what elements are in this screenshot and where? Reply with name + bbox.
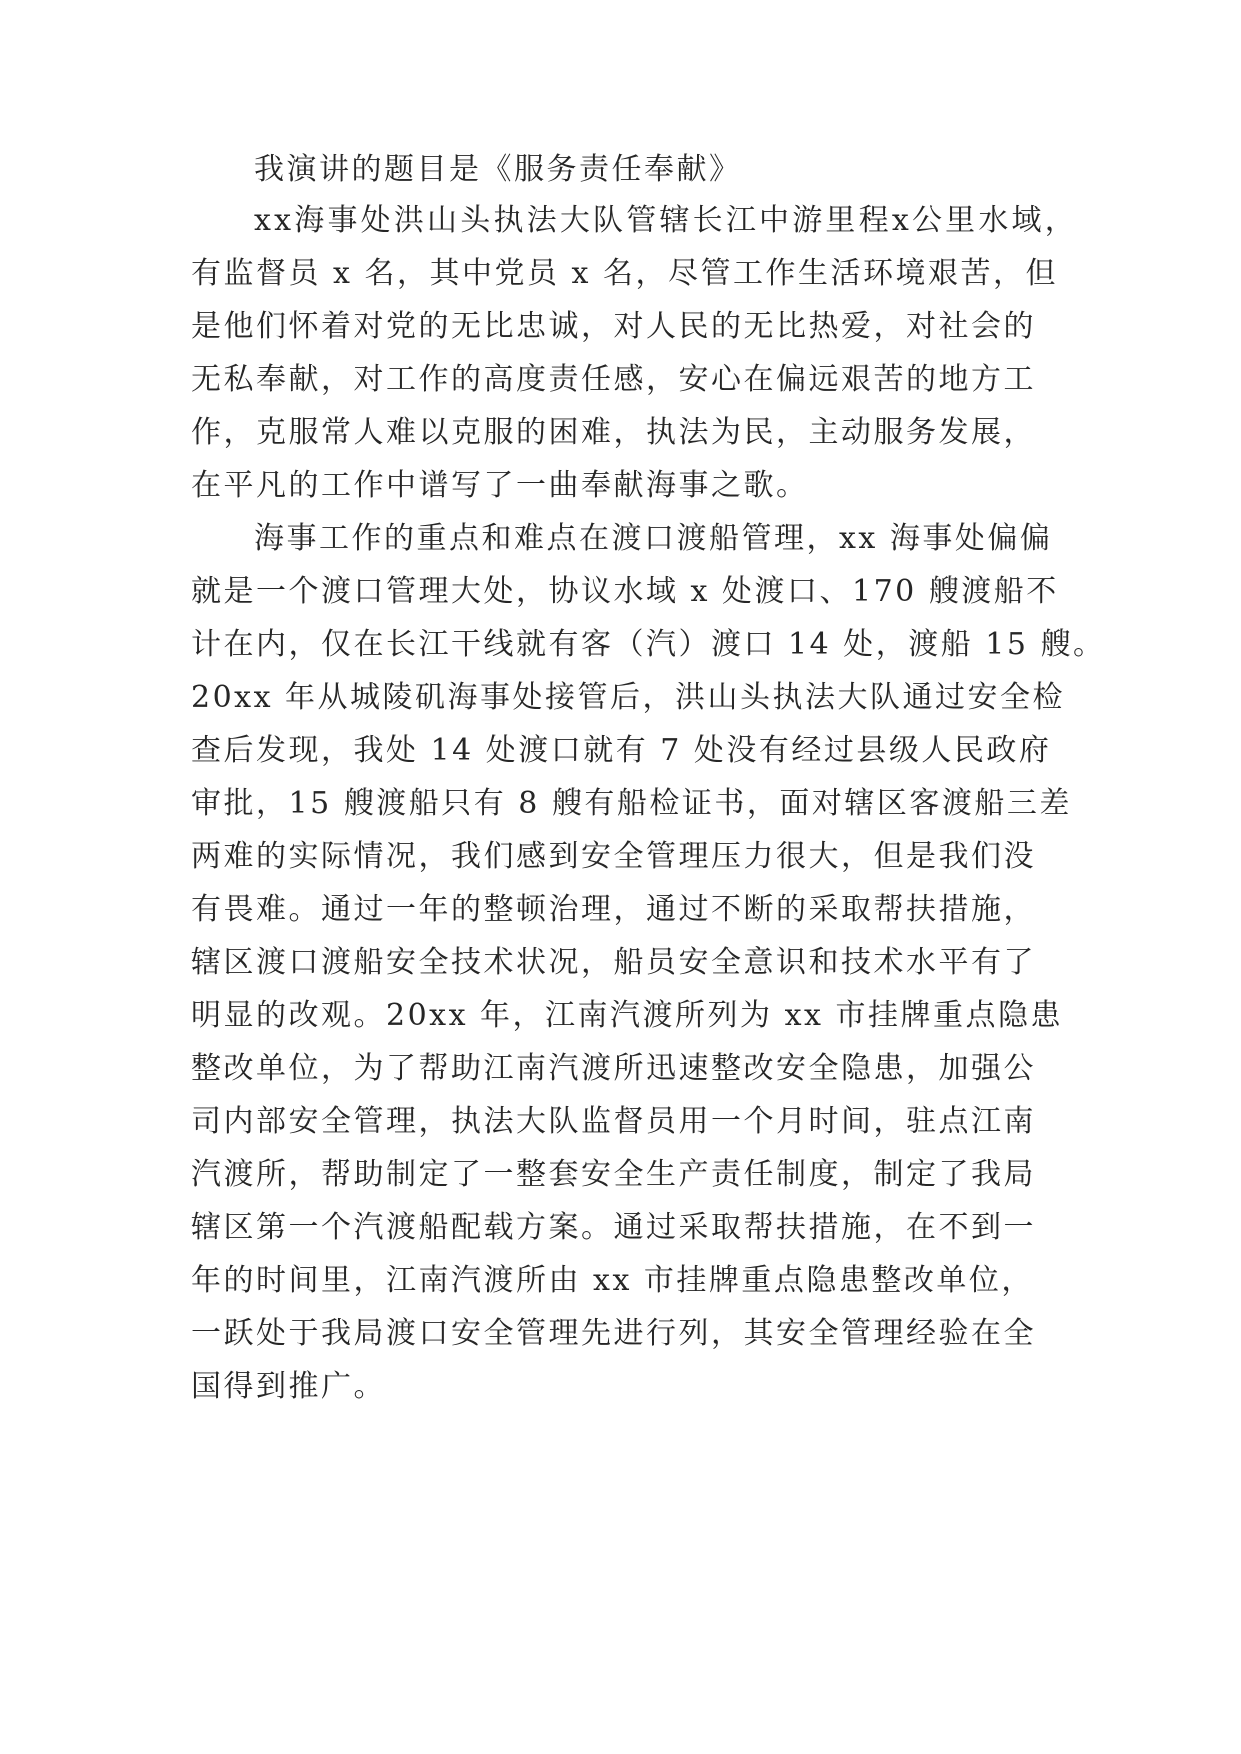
paragraph-2-line-2: 就是一个渡口管理大处，协议水域 x 处渡口、170 艘渡船不 (191, 574, 1059, 609)
paragraph-1-line-6: 在平凡的工作中谱写了一曲奉献海事之歌。 (191, 468, 809, 503)
paragraph-1-line-3: 是他们怀着对党的无比忠诚，对人民的无比热爱，对社会的 (191, 309, 1036, 344)
paragraph-2-line-11: 整改单位，为了帮助江南汽渡所迅速整改安全隐患，加强公 (191, 1051, 1036, 1086)
paragraph-2-line-6: 审批，15 艘渡船只有 8 艘有船检证书，面对辖区客渡船三差 (191, 786, 1072, 821)
paragraph-1-line-5: 作，克服常人难以克服的困难，执法为民，主动服务发展， (191, 415, 1036, 450)
paragraph-2-line-17: 国得到推广。 (191, 1369, 386, 1404)
paragraph-2-line-8: 有畏难。通过一年的整顿治理，通过不断的采取帮扶措施， (191, 892, 1036, 927)
paragraph-2-line-14: 辖区第一个汽渡船配载方案。通过采取帮扶措施，在不到一 (191, 1210, 1036, 1245)
paragraph-2-line-3: 计在内，仅在长江干线就有客（汽）渡口 14 处，渡船 15 艘。 (191, 627, 1106, 662)
paragraph-1-line-2: 有监督员 x 名，其中党员 x 名，尽管工作生活环境艰苦，但 (191, 256, 1058, 291)
paragraph-2-line-7: 两难的实际情况，我们感到安全管理压力很大，但是我们没 (191, 839, 1036, 874)
paragraph-2-line-1: 海事工作的重点和难点在渡口渡船管理，xx 海事处偏偏 (254, 521, 1053, 556)
paragraph-2-line-16: 一跃处于我局渡口安全管理先进行列，其安全管理经验在全 (191, 1316, 1036, 1351)
paragraph-1-line-4: 无私奉献，对工作的高度责任感，安心在偏远艰苦的地方工 (191, 362, 1036, 397)
paragraph-2-line-5: 查后发现，我处 14 处渡口就有 7 处没有经过县级人民政府 (191, 733, 1052, 768)
speech-title-line: 我演讲的题目是《服务责任奉献》 (254, 152, 742, 187)
paragraph-1-line-1: xx海事处洪山头执法大队管辖长江中游里程x公里水域， (254, 203, 1078, 238)
paragraph-2-line-12: 司内部安全管理，执法大队监督员用一个月时间，驻点江南 (191, 1104, 1036, 1139)
paragraph-2-line-13: 汽渡所，帮助制定了一整套安全生产责任制度，制定了我局 (191, 1157, 1036, 1192)
paragraph-2-line-9: 辖区渡口渡船安全技术状况，船员安全意识和技术水平有了 (191, 945, 1036, 980)
paragraph-2-line-4: 20xx 年从城陵矶海事处接管后，洪山头执法大队通过安全检 (191, 680, 1066, 715)
paragraph-2-line-15: 年的时间里，江南汽渡所由 xx 市挂牌重点隐患整改单位， (191, 1263, 1034, 1298)
paragraph-2-line-10: 明显的改观。20xx 年，江南汽渡所列为 xx 市挂牌重点隐患 (191, 998, 1063, 1033)
